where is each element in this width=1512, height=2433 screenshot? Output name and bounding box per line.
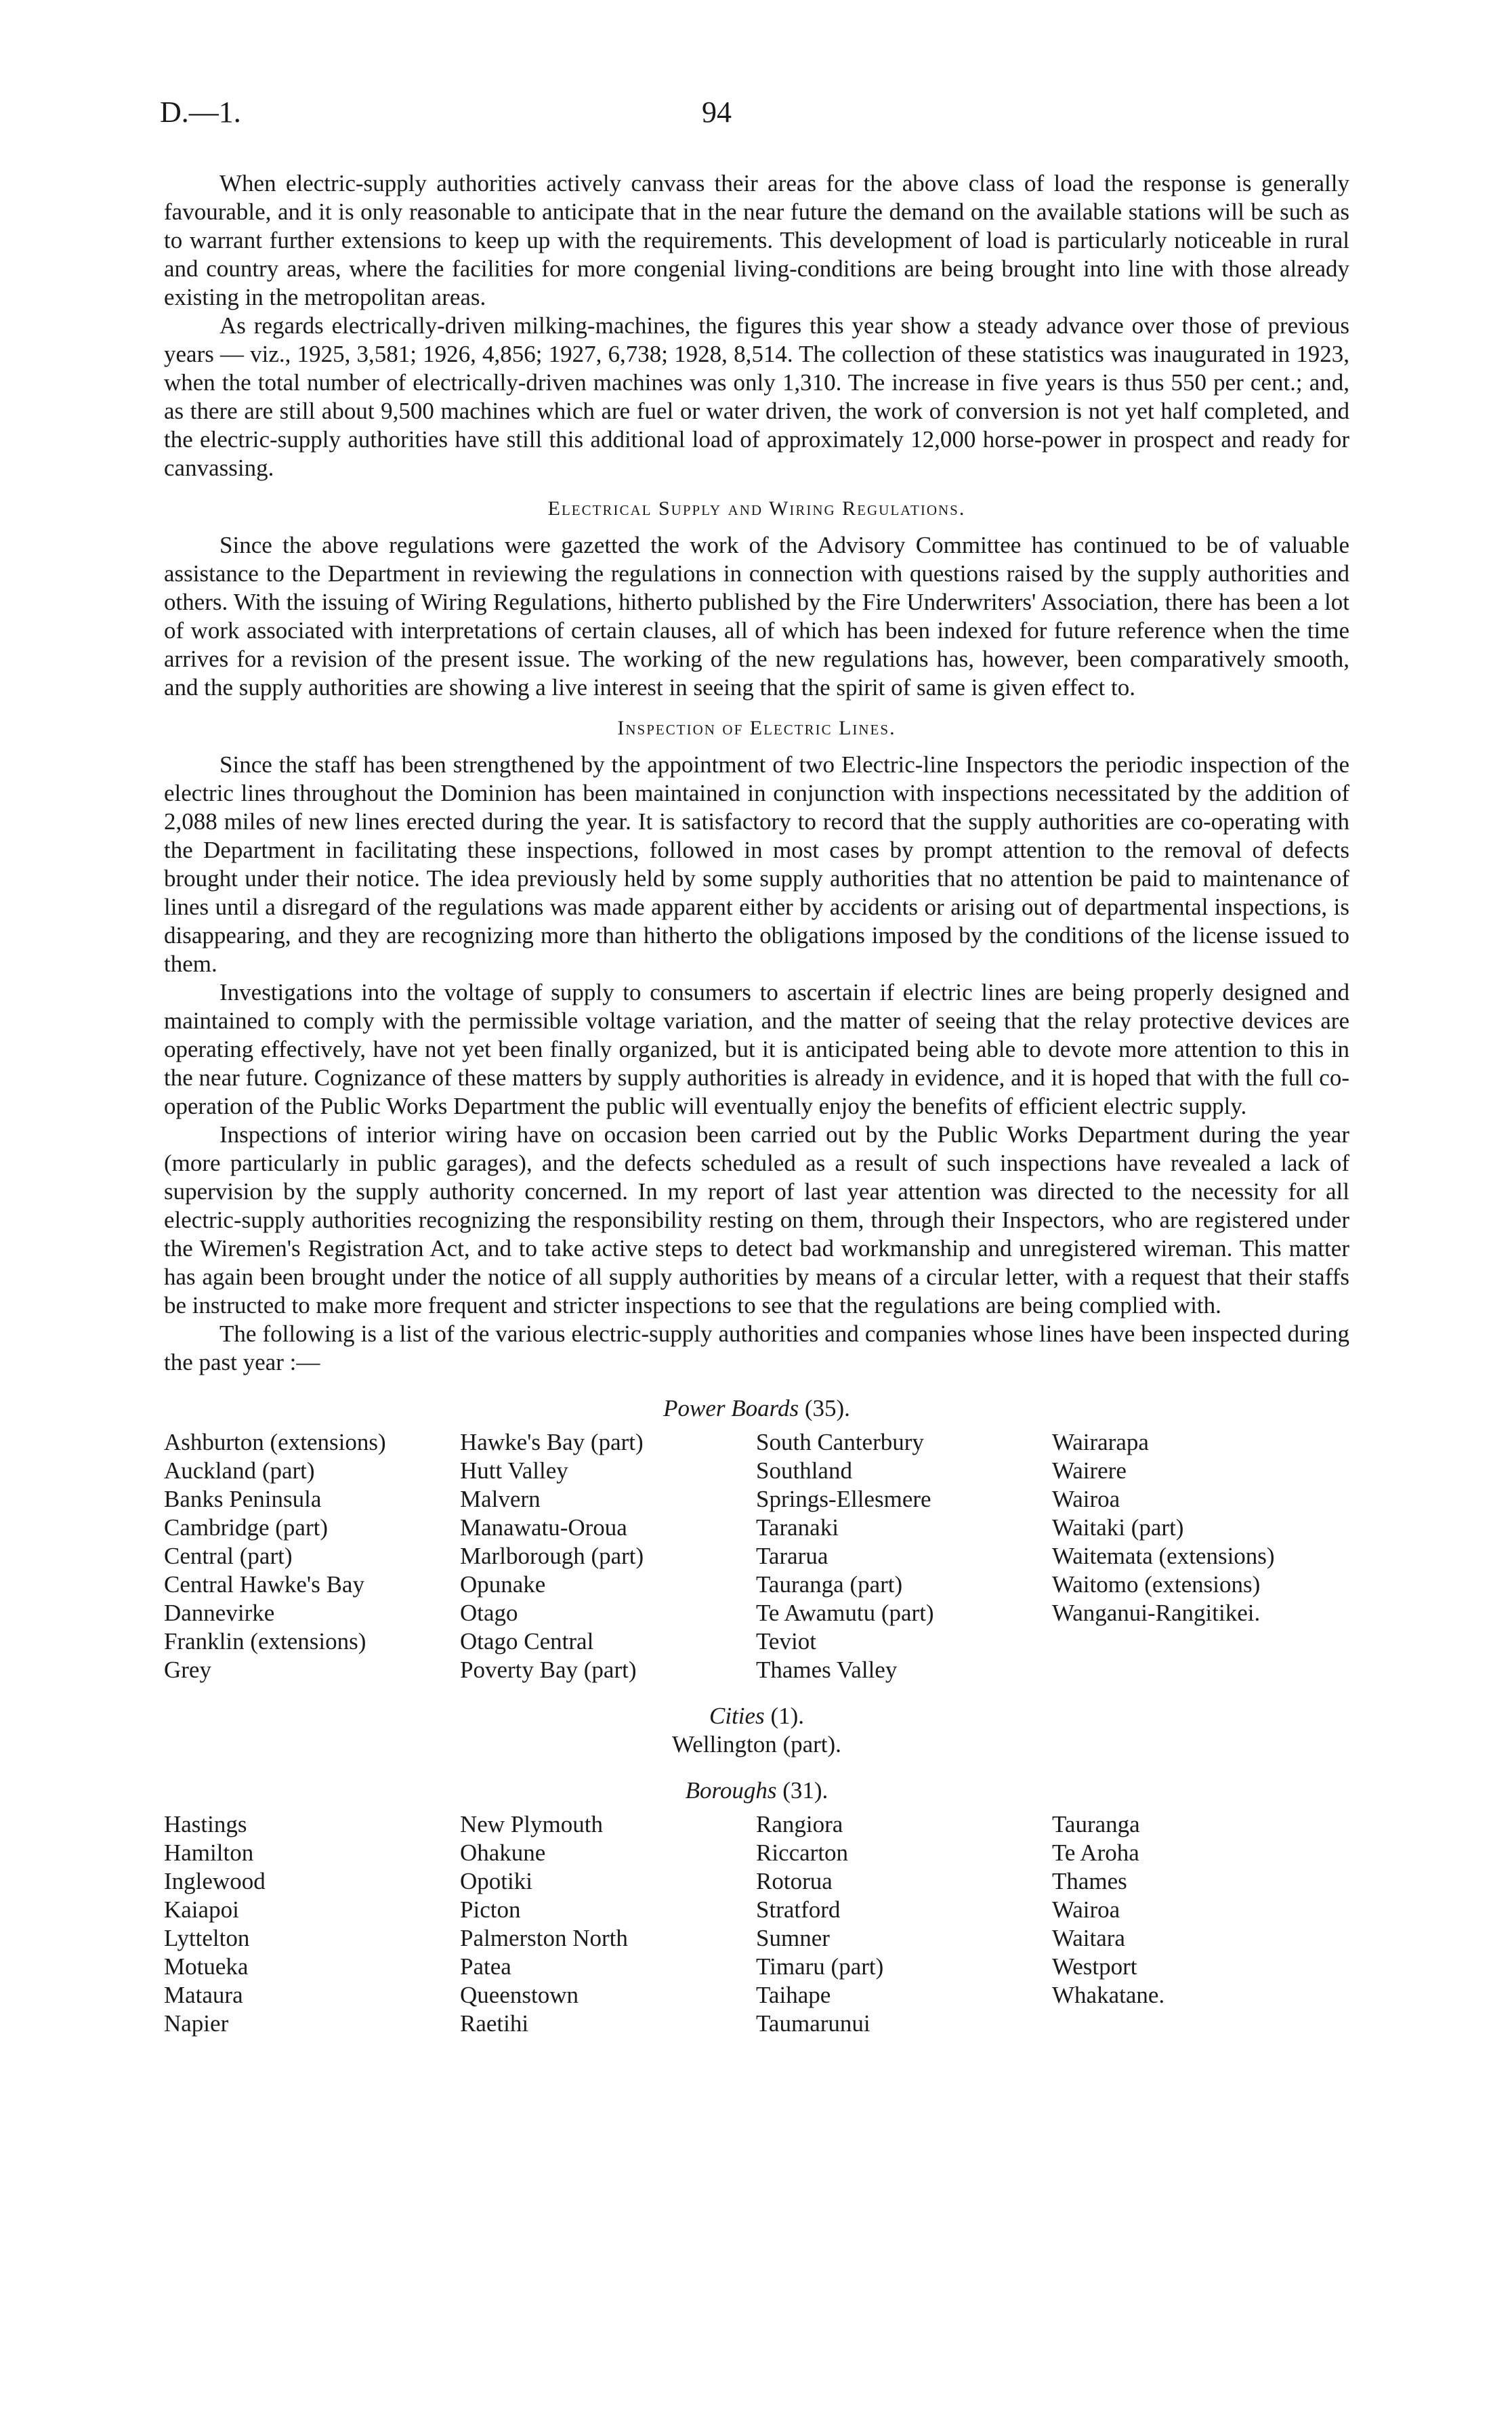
document-code: D.—1.: [160, 96, 241, 129]
list-item: Taihape: [756, 1982, 831, 2008]
cities-title: Cities: [709, 1703, 765, 1729]
boroughs-column: [460, 1810, 756, 2038]
list-item: Wanganui-Rangitikei.: [1052, 1600, 1261, 1626]
list-item: Waitemata (extensions): [1052, 1543, 1275, 1569]
power-boards-column: [460, 1428, 756, 1684]
list-item: Marlborough (part): [460, 1543, 644, 1569]
list-item: Otago Central: [460, 1628, 594, 1655]
list-item: Te Awamutu (part): [756, 1600, 934, 1626]
page-content: [164, 169, 1349, 2038]
list-item: Waitaki (part): [1052, 1514, 1184, 1541]
list-item: Mataura: [164, 1982, 243, 2008]
power-boards-column: [756, 1428, 1052, 1684]
list-item: Patea: [460, 1953, 511, 1980]
power-boards-heading: [164, 1394, 1349, 1423]
power-boards-count: (35).: [804, 1395, 850, 1421]
list-item: Thames: [1052, 1868, 1127, 1894]
list-item: Taumarunui: [756, 2010, 870, 2037]
list-item: Waitomo (extensions): [1052, 1571, 1261, 1598]
cities-heading: [164, 1702, 1349, 1730]
list-item: Franklin (extensions): [164, 1628, 366, 1655]
paragraph: Since the staff has been strengthened by the appointment of two Electric-line Inspectors the periodic inspection of the electric lines throughout the Dominion has been maintained in conjunction with inspections necessitated by the addition of 2,088 miles of new lines erected during the year. It is satisfactory to record that the supply authorities are co-operating with the Department in facilitating these inspections, followed in most cases by prompt attention to the removal of defects brought under their notice. The idea previously held by some supply authorities that no attention be paid to maintenance of lines until a disregard of the regulations was made apparent either by accidents or arising out of departmental inspections, is disappearing, and they are recognizing more than hitherto the obligations imposed by the conditions of the license issued to them.: [164, 751, 1349, 977]
list-item: Poverty Bay (part): [460, 1657, 637, 1683]
list-item: Westport: [1052, 1953, 1137, 1980]
list-item: Te Aroha: [1052, 1839, 1139, 1866]
list-item: Hamilton: [164, 1839, 254, 1866]
list-item: Palmerston North: [460, 1925, 628, 1951]
list-item: Wairere: [1052, 1457, 1127, 1484]
list-item: Sumner: [756, 1925, 830, 1951]
list-item: South Canterbury: [756, 1429, 924, 1455]
list-item: Wairarapa: [1052, 1429, 1149, 1455]
paragraph: As regards electrically-driven milking-machines, the figures this year show a steady advance over those of previous years — viz., 1925, 3,581; 1926, 4,856; 1927, 6,738; 1928, 8,514. The collection of these statistics was inaugurated in 1923, when the total number of electrically-driven machines was only 1,310. The increase in five years is thus 550 per cent.; and, as there are still about 9,500 machines which are fuel or water driven, the work of conversion is not yet half completed, and the electric-supply authorities have still this additional load of approximately 12,000 horse-power in prospect and ready for canvassing.: [164, 312, 1349, 481]
list-item: Auckland (part): [164, 1457, 315, 1484]
list-item: Rangiora: [756, 1811, 843, 1837]
list-item: Tararua: [756, 1543, 828, 1569]
list-item: Central Hawke's Bay: [164, 1571, 364, 1598]
list-item: Timaru (part): [756, 1953, 884, 1980]
list-item: Raetihi: [460, 2010, 529, 2037]
list-item: Kaiapoi: [164, 1896, 239, 1923]
boroughs-count: (31).: [782, 1777, 828, 1804]
list-item: Hawke's Bay (part): [460, 1429, 644, 1455]
list-item: Banks Peninsula: [164, 1486, 322, 1512]
section-heading-electrical-supply: Electrical Supply and Wiring Regulations.: [547, 497, 966, 520]
list-item: Grey: [164, 1657, 211, 1683]
list-item: Springs-Ellesmere: [756, 1486, 931, 1512]
boroughs-column: [1052, 1810, 1348, 2038]
list-item: Manawatu-Oroua: [460, 1514, 627, 1541]
list-item: Riccarton: [756, 1839, 849, 1866]
list-item: Southland: [756, 1457, 852, 1484]
list-item: Hastings: [164, 1811, 247, 1837]
power-boards-title: Power Boards: [663, 1395, 799, 1421]
list-item: Tauranga: [1052, 1811, 1140, 1837]
section-heading-inspection: Inspection of Electric Lines.: [617, 717, 896, 739]
list-item: Ohakune: [460, 1839, 546, 1866]
list-item: Central (part): [164, 1543, 293, 1569]
list-item: Ashburton (extensions): [164, 1429, 386, 1455]
list-item: Wairoa: [1052, 1896, 1120, 1923]
page-header: [160, 95, 1352, 136]
list-item: Thames Valley: [756, 1657, 898, 1683]
boroughs-list: [164, 1810, 1349, 2038]
paragraph: Inspections of interior wiring have on occasion been carried out by the Public Works Department during the year (more particularly in public garages), and the defects scheduled as a result of such inspections have revealed a lack of supervision by the supply authority concerned. In my report of last year attention was directed to the necessity for all electric-supply authorities recognizing the responsibility resting on them, through their Inspectors, who are registered under the Wiremen's Registration Act, and to take active steps to detect bad workmanship and unregistered wireman. This matter has again been brought under the notice of all supply authorities by means of a circular letter, with a request that their staffs be instructed to make more frequent and stricter inspections to see that the regulations are being complied with.: [164, 1121, 1349, 1318]
boroughs-title: Boroughs: [685, 1777, 777, 1804]
list-item: Otago: [460, 1600, 518, 1626]
list-item: Rotorua: [756, 1868, 833, 1894]
list-item: Napier: [164, 2010, 229, 2037]
boroughs-heading: [164, 1776, 1349, 1805]
power-boards-column: [1052, 1428, 1348, 1684]
list-item: Whakatane.: [1052, 1982, 1165, 2008]
list-item: Tauranga (part): [756, 1571, 903, 1598]
boroughs-column: [756, 1810, 1052, 2038]
power-boards-column: [164, 1428, 460, 1684]
list-item: Wairoa: [1052, 1486, 1120, 1512]
boroughs-column: [164, 1810, 460, 2038]
list-item: Inglewood: [164, 1868, 266, 1894]
list-item: Malvern: [460, 1486, 541, 1512]
list-item: Motueka: [164, 1953, 249, 1980]
paragraph: Since the above regulations were gazetted the work of the Advisory Committee has continued to be of valuable assistance to the Department in reviewing the regulations in connection with questions raised by the supply authorities and others. With the issuing of Wiring Regulations, hitherto published by the Fire Underwriters' Association, there has been a lot of work associated with interpretations of certain clauses, all of which has been indexed for future reference when the time arrives for a revision of the present issue. The working of the new regulations has, however, been comparatively smooth, and the supply authorities are showing a live interest in seeing that the spirit of same is given effect to.: [164, 532, 1349, 701]
list-item: New Plymouth: [460, 1811, 603, 1837]
power-boards-list: [164, 1428, 1349, 1684]
list-item: Opunake: [460, 1571, 546, 1598]
list-item: Picton: [460, 1896, 521, 1923]
list-item: Waitara: [1052, 1925, 1125, 1951]
list-item: Hutt Valley: [460, 1457, 568, 1484]
paragraph: The following is a list of the various electric-supply authorities and companies whose lines have been inspected during the past year :—: [164, 1321, 1349, 1375]
paragraph: Investigations into the voltage of supply to consumers to ascertain if electric lines are being properly designed and maintained to comply with the permissible voltage variation, and the matter of seeing that the relay protective devices are operating effectively, have not yet been finally organized, but it is anticipated being able to devote more attention to this in the near future. Cognizance of these matters by supply authorities is already in evidence, and it is hoped that with the full co-operation of the Public Works Department the public will eventually enjoy the benefits of efficient electric supply.: [164, 979, 1349, 1119]
list-item: Taranaki: [756, 1514, 839, 1541]
cities-count: (1).: [770, 1703, 804, 1729]
list-item: Opotiki: [460, 1868, 532, 1894]
list-item: Cambridge (part): [164, 1514, 328, 1541]
cities-item: Wellington (part).: [672, 1731, 841, 1758]
list-item: Dannevirke: [164, 1600, 275, 1626]
page-number: 94: [702, 96, 732, 129]
list-item: Teviot: [756, 1628, 816, 1655]
paragraph: When electric-supply authorities actively canvass their areas for the above class of load the response is generally favourable, and it is only reasonable to anticipate that in the near future the demand on the available stations will be such as to warrant further extensions to keep up with the requirements. This development of load is particularly noticeable in rural and country areas, where the facilities for more congenial living-conditions are being brought into line with those already existing in the metropolitan areas.: [164, 170, 1349, 310]
list-item: Queenstown: [460, 1982, 579, 2008]
list-item: Stratford: [756, 1896, 841, 1923]
list-item: Lyttelton: [164, 1925, 250, 1951]
